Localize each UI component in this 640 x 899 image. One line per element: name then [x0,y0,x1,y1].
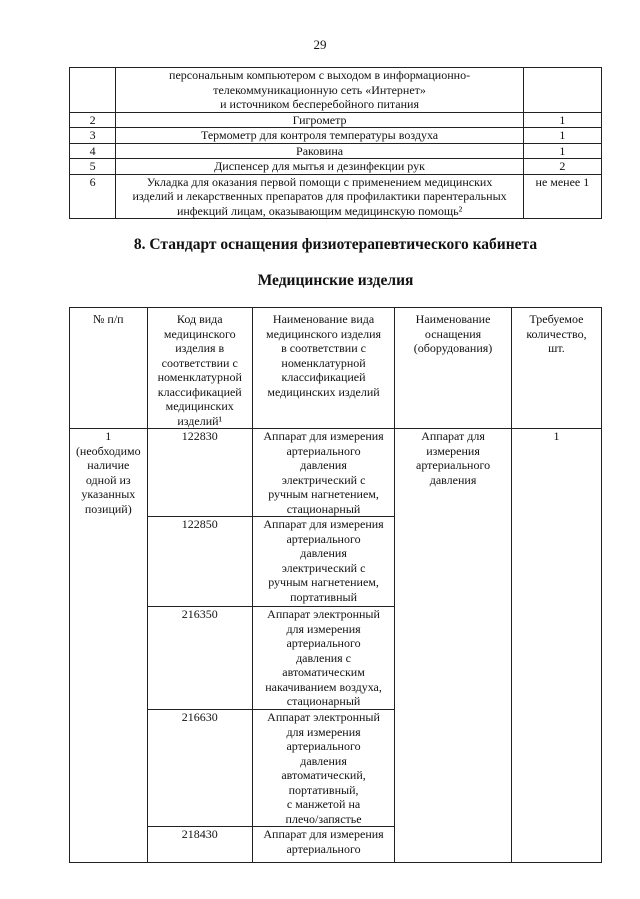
table-row [70,429,602,517]
header-code-line: номенклатурной [157,370,242,384]
device-code: 218430 [147,827,252,863]
item-name-line: инфекций лицам, оказывающим медицинскую помощь² [176,203,463,218]
equipment-name-line: Аппарат для [421,429,485,443]
table-row [70,174,602,219]
device-name [252,827,394,863]
table-row [70,128,602,144]
item-name [116,143,523,159]
device-name-line: портативный [290,589,357,604]
header-code-line: изделия в [175,341,225,355]
header-device-name-line: в соответствии с [281,341,366,355]
device-name-line: давления [300,546,347,560]
header-quantity [511,308,601,429]
header-code-line: изделий¹ [177,413,223,428]
header-number-line: № п/п [92,312,124,326]
device-name-line: портативный, [288,782,359,797]
header-device-name-line: медицинского изделия [266,326,382,341]
device-name-line: артериального [286,531,361,546]
header-device-name-line: классификацией [281,370,366,384]
device-name-line: давления с [296,650,352,665]
item-quantity: не менее 1 [523,174,601,219]
group-number-line: наличие [87,458,130,472]
row-number: 2 [70,112,116,128]
header-code-line: соответствии с [161,355,238,370]
item-quantity: 1 [523,128,601,144]
device-name-line: давления [300,458,347,472]
device-name-line: стационарный [286,694,361,708]
device-name [252,710,394,827]
item-name [116,112,523,128]
device-name-line: Аппарат для измерения [263,827,384,841]
device-code: 216630 [147,710,252,827]
item-quantity: 1 [523,143,601,159]
device-name-line: Аппарат электронный [267,607,380,621]
device-code: 122850 [147,517,252,607]
table-row [70,68,602,113]
device-name [252,607,394,710]
header-equipment-line: оснащения [424,326,482,341]
row-number: 6 [70,174,116,219]
group-number [70,429,148,863]
continued-equipment-table [69,67,602,219]
item-name-line: Раковина [296,143,344,158]
device-name-line: накачиванием воздуха, [265,679,382,694]
subsection-title: Медицинские изделия [257,272,414,289]
device-name-line: артериального [286,636,361,650]
item-quantity [523,68,601,113]
group-number-line: одной из [85,472,131,487]
device-name-line: для измерения [286,724,361,739]
device-name-line: Аппарат для измерения [263,517,384,531]
group-number-line: (необходимо [75,443,141,458]
equipment-name-line: измерения [426,443,480,458]
device-name-line: электрический с [281,560,366,575]
device-code: 216350 [147,607,252,710]
item-name [116,174,523,219]
device-name-line: автоматический, [281,768,366,782]
header-code-line: медицинского [163,326,236,341]
item-name [116,128,523,144]
item-name [116,68,523,113]
header-device-name [252,308,394,429]
header-code [147,308,252,429]
device-name-line: Аппарат электронный [267,710,380,724]
device-name-line: для измерения [286,621,361,636]
row-number: 5 [70,159,116,175]
item-name-line: Гигрометр [292,112,347,127]
row-number: 3 [70,128,116,144]
section-title: 8. Стандарт оснащения физиотерапевтического кабинета [133,236,538,253]
table-row [70,112,602,128]
table-row [70,143,602,159]
device-name-line: стационарный [286,501,361,516]
row-number: 4 [70,143,116,159]
header-equipment-line: Наименование [415,312,491,326]
page-number: 29 [313,37,327,52]
device-name [252,429,394,517]
device-code: 122830 [147,429,252,517]
device-name-line: давления [300,753,347,768]
device-name-line: артериального [286,841,361,856]
equipment-name-line: давления [429,472,477,487]
header-code-line: медицинских [165,399,234,413]
header-code-line: классификацией [157,384,242,399]
device-name-line: ручным нагнетением, [268,487,379,501]
item-name-line: Диспенсер для мытья и дезинфекции рук [214,159,425,173]
item-quantity: 1 [523,112,601,128]
row-number [70,68,116,113]
table-row [70,159,602,175]
device-name-line: автоматическим [282,665,365,679]
header-device-name-line: номенклатурной [281,355,366,370]
item-name-line: Укладка для оказания первой помощи с применением медицинских [146,174,493,189]
header-number [70,308,148,429]
medical-devices-table [69,307,602,863]
item-name-line: персональным компьютером с выходом в информационно- [169,68,471,82]
device-name-line: Аппарат для измерения [263,429,384,443]
group-number-line: указанных [81,487,136,501]
header-equipment-line: (оборудования) [413,341,493,355]
device-name-line: плечо/запястье [285,811,362,826]
header-quantity-line: шт. [548,341,565,355]
item-name-line: изделий и лекарственных препаратов для профилактики парентеральных [132,189,507,203]
item-name-line: и источником бесперебойного питания [220,97,419,111]
item-name-line: Термометр для контроля температуры воздуха [200,128,439,142]
item-name [116,159,523,175]
group-number-line: позиций) [84,501,132,516]
header-device-name-line: медицинских изделий [267,384,380,399]
required-quantity: 1 [511,429,601,863]
header-device-name-line: Наименование вида [272,312,375,326]
device-name-line: электрический с [281,472,366,487]
item-quantity: 2 [523,159,601,175]
item-name-line: телекоммуникационную сеть «Интернет» [213,82,426,97]
device-name-line: с манжетой на [286,797,361,811]
device-name-line: ручным нагнетением, [268,575,379,589]
device-name [252,517,394,607]
header-quantity-line: Требуемое [529,312,584,326]
device-name-line: артериального [286,443,361,458]
group-number-line: 1 [105,429,112,443]
device-name-line: артериального [286,739,361,753]
equipment-name-line: артериального [416,458,491,472]
table-header-row [70,308,602,429]
header-quantity-line: количество, [526,326,587,341]
header-equipment [395,308,512,429]
header-code-line: Код вида [176,312,223,326]
equipment-name [395,429,512,863]
